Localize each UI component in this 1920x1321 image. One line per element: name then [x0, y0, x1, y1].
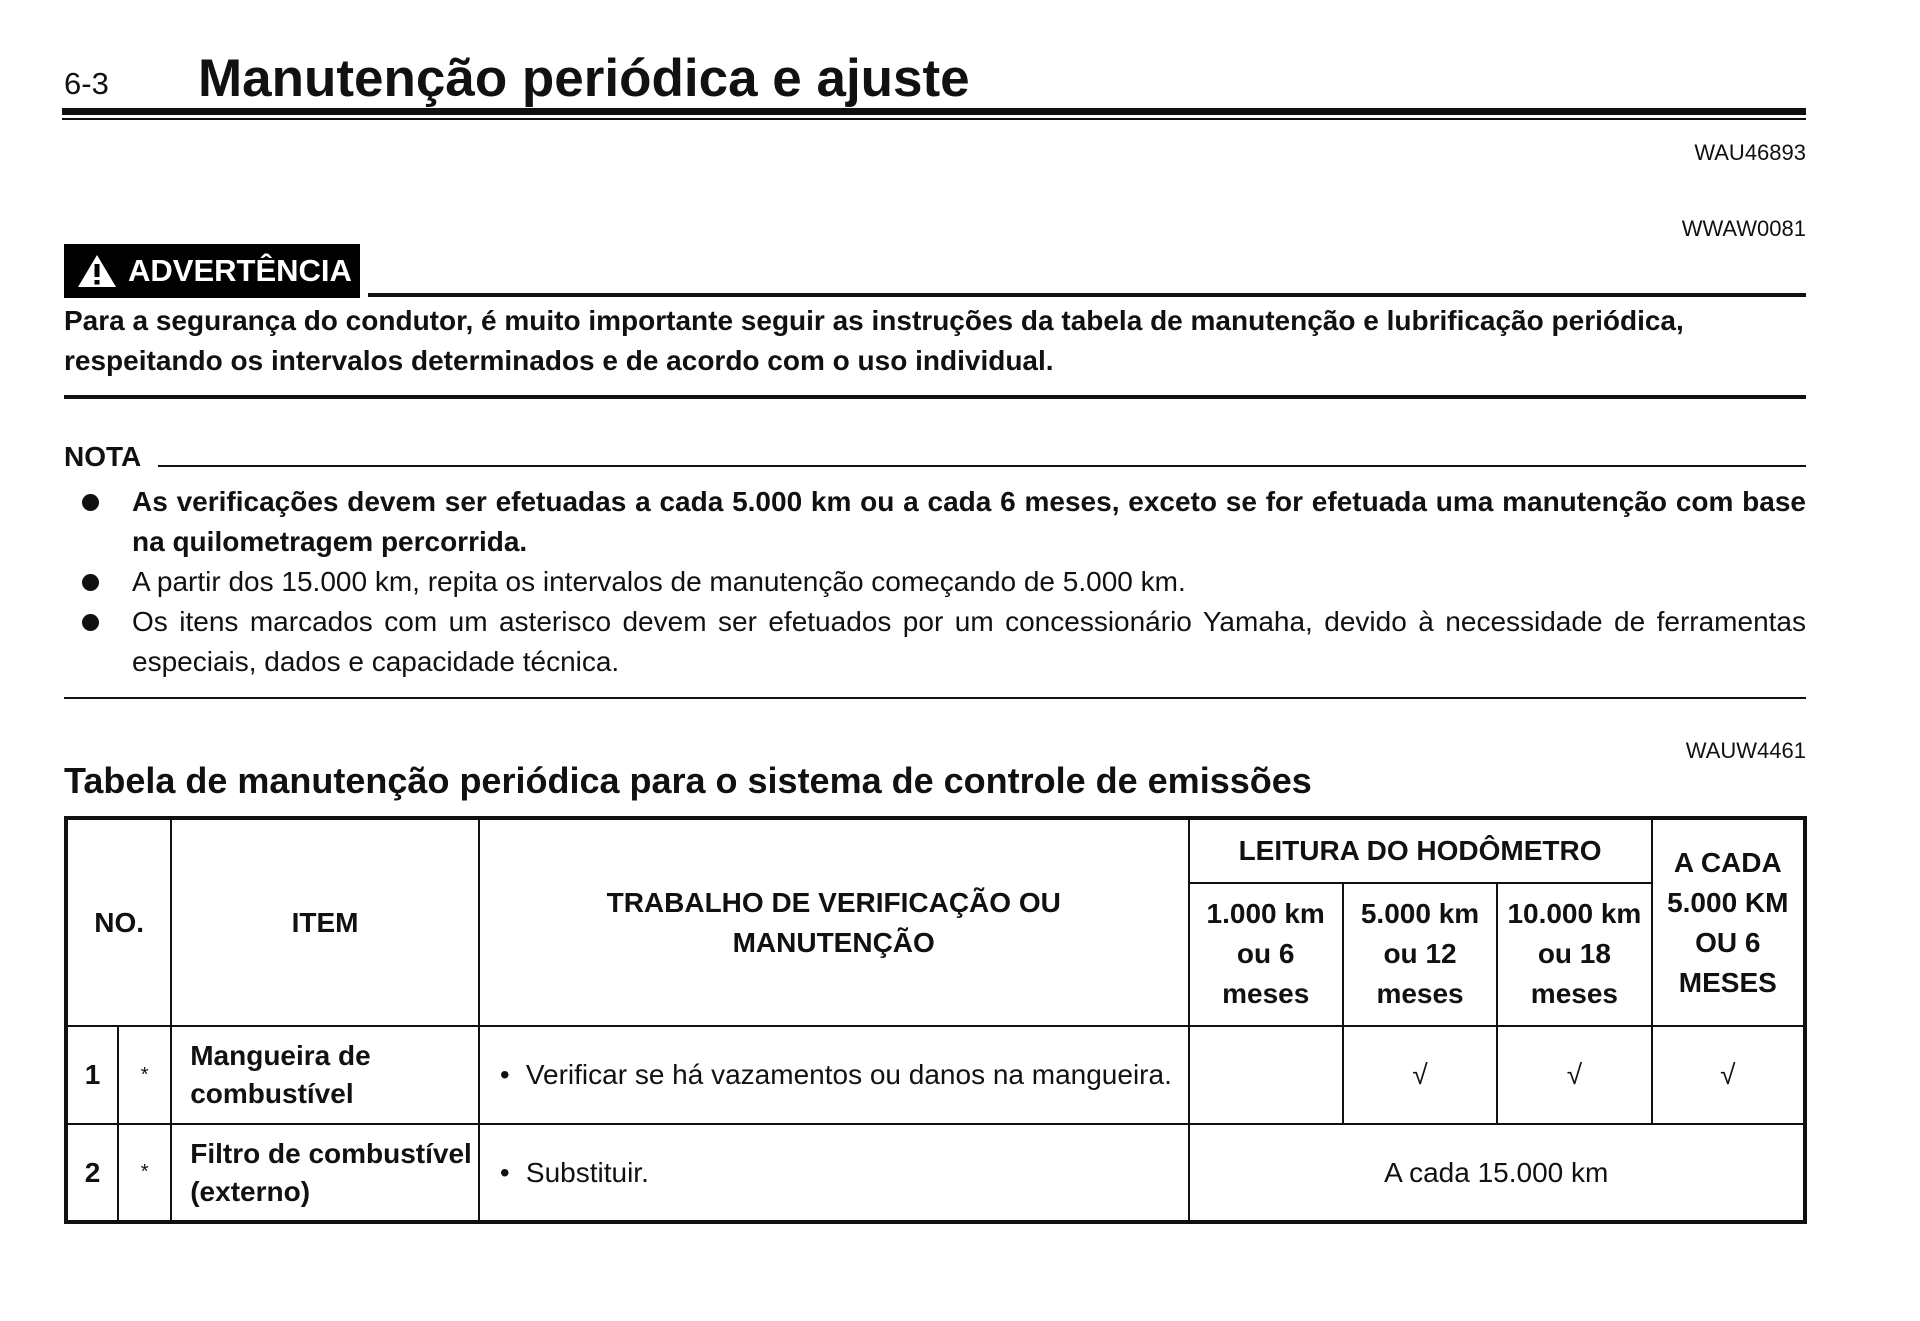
row-item: Filtro de combustível (externo) [171, 1124, 479, 1222]
row-asterisk: * [118, 1124, 171, 1222]
note-item-text: A partir dos 15.000 km, repita os intervalos de manutenção começando de 5.000 km. [132, 566, 1186, 597]
table-row [66, 1124, 1805, 1222]
check-cell: √ [1652, 1026, 1805, 1124]
note-label: NOTA [64, 441, 142, 472]
row-work-cell [479, 1026, 1189, 1124]
row-work-cell [479, 1124, 1189, 1222]
row-interval-span: A cada 15.000 km [1189, 1124, 1805, 1222]
header-rule-thin [62, 118, 1806, 120]
bullet-icon: • [499, 1059, 510, 1091]
header-work: TRABALHO DE VERIFICAÇÃO OU MANUTENÇÃO [479, 818, 1189, 1026]
row-number: 1 [66, 1026, 118, 1124]
note-item [82, 562, 1806, 602]
bullet-icon: • [499, 1156, 510, 1188]
note-item [82, 482, 1806, 562]
header-interval: 1.000 km ou 6 meses [1189, 883, 1343, 1026]
page-title: Manutenção periódica e ajuste [198, 49, 970, 108]
warning-badge [64, 244, 360, 298]
note-item-text: Os itens marcados com um asterisco devem ser efetuados por um concessionário Yamaha, devido à necessidade de ferramentas especiais, dados e capacidade técnica. [132, 606, 1806, 677]
bullet-icon [82, 602, 132, 682]
row-work: Verificar se há vazamentos ou danos na mangueira. [525, 1059, 1172, 1091]
table-row [66, 1026, 1805, 1124]
header-item: ITEM [171, 818, 479, 1026]
check-cell: √ [1497, 1026, 1651, 1124]
warning-triangle-icon [76, 253, 118, 289]
check-cell: √ [1343, 1026, 1497, 1124]
header-interval: 5.000 km ou 12 meses [1343, 883, 1497, 1026]
warning-bottom-rule [64, 395, 1806, 399]
row-work: Substituir. [525, 1156, 649, 1188]
page-number: 6-3 [64, 66, 109, 101]
maintenance-table [64, 816, 1807, 1224]
note-bottom-rule [64, 697, 1806, 699]
check-cell [1189, 1026, 1343, 1124]
warning-text: Para a segurança do condutor, é muito importante seguir as instruções da tabela de manutenção e lubrificação periódica, respeitando os intervalos determinados e de acordo com o uso individual. [64, 305, 1684, 376]
note-rule [158, 465, 1806, 467]
row-asterisk: * [118, 1026, 171, 1124]
warning-rule [368, 293, 1806, 297]
section-code: WAU46893 [1694, 140, 1806, 165]
header-rule [62, 108, 1806, 115]
bullet-icon [82, 482, 132, 562]
header-every: A CADA 5.000 KM OU 6 MESES [1652, 818, 1805, 1026]
row-number: 2 [66, 1124, 118, 1222]
header-no: NO. [66, 818, 171, 1026]
warning-code: WWAW0081 [1681, 216, 1806, 241]
note-item [82, 602, 1806, 682]
table-code: WAUW4461 [1685, 738, 1806, 763]
row-item: Mangueira de combustível [171, 1026, 479, 1124]
note-item-text: As verificações devem ser efetuadas a cada 5.000 km ou a cada 6 meses, exceto se for efetuada uma manutenção com base na quilometragem percorrida. [132, 486, 1806, 557]
header-odometer: LEITURA DO HODÔMETRO [1189, 818, 1652, 883]
header-interval: 10.000 km ou 18 meses [1497, 883, 1651, 1026]
warning-label: ADVERTÊNCIA [128, 253, 352, 288]
table-title: Tabela de manutenção periódica para o sistema de controle de emissões [64, 760, 1312, 801]
bullet-icon [82, 562, 132, 602]
